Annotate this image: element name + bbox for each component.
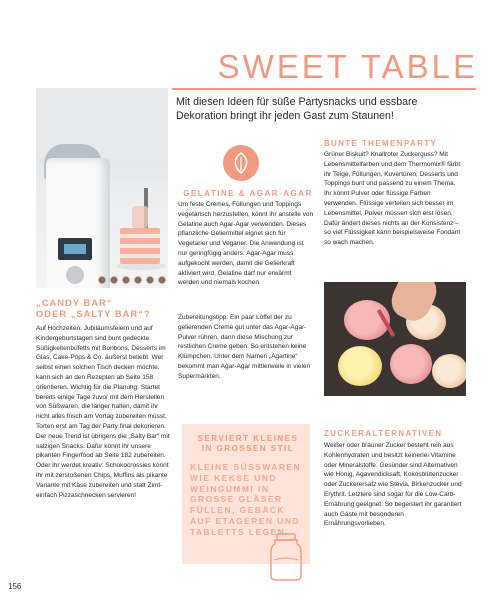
page-number: 156 — [8, 582, 22, 591]
preparation-tip-text: Zubereitungstipp: Ein paar Löffel der zu gelierenden Creme gut unter das Agar-Agar-Pulver rühren, dann diese Mischung zur restlichen Creme geben. So entstehen keine Klümpchen. Unter dem Namen „Agartine“ bekommt man Agar-Agar mittlerweile in vielen Supermärkten. — [178, 314, 311, 380]
gelatine-heading: GELATINE & AGAR-AGAR — [183, 189, 313, 198]
jar-icon — [268, 532, 304, 587]
sugar-alternatives-heading: ZUCKERALTERNATIVEN — [324, 429, 443, 438]
colored-frosting-photo — [324, 282, 466, 396]
theme-party-heading: BUNTE THEMENPARTY — [324, 139, 438, 148]
serving-tip-text: KLEINE SÜSSWAREN WIE KEKSE UND WEINGUMMI IN GROSSE GLÄSER FÜLLEN, GEBÄCK AUF ETAGEREN UND TABLETTS LEGEN. — [190, 462, 302, 537]
candy-bar-heading — [36, 297, 170, 319]
candy-bar-heading-line2: ODER „SALTY BAR“? — [36, 308, 151, 319]
candy-bar-heading-line1: „CANDY BAR“ — [36, 297, 113, 308]
serving-tip-heading — [190, 434, 306, 454]
sugar-alternatives-text: Weißer oder brauner Zucker besteht rein aus Kohlenhydraten und besitzt keinerlei Vitamine oder Mineralstoffe. Gesünder sind Alternativen wie Honig, Agavendicksaft, Kokosblütenzucker oder Zuckerersatz wie Stevia, Birkenzucker und Erythrit. Letztere sind sogar für die Low-Carb-Ernährung geeignet. So begeistert ihr garantiert auch Gäste mit besonderen Ernährungsvorlieben. — [324, 442, 462, 528]
page-subtitle: Mit diesen Ideen für süße Partysnacks und essbare Dekoration bringt ihr jeden Gast zum Staunen! — [176, 96, 418, 122]
thermomix-photo — [36, 88, 168, 288]
gelatine-text: Um feste Cremes, Füllungen und Toppings vegetarisch herzustellen, könnt ihr anstelle von Gelatine auch Agar-Agar verwenden. Dieses pflanzliche Geliermittel eignet sich für Vegetarier und Veganer. Die Anwendung ist nur geringfügig anders: Agar-Agar muss aufgekocht werden, damit die Gelierkraft aktiviert wird, Gelatine darf nur erwärmt werden und niemals kochen. — [178, 201, 314, 287]
title-divider — [172, 88, 476, 90]
theme-party-text: Grüner Biskuit? Knallroter Zuckerguss? Mit Lebensmittelfarben und dem Thermomix® färbt ihr Teige, Füllungen, Kuvertüren, Desserts und Toppings bunt und passend zu einem Thema. Ihr könnt Pulver oder flüssige Farben verwenden. Flüssige verteilen sich besser im Lebensmittel, Pulver müssen sich erst lösen. Dafür ändert dieses nichts an der Konsistenz – so viel Flüssigkeit kann beispielsweise Fondant so wach machen. — [324, 151, 461, 247]
leaf-icon — [223, 145, 259, 181]
candy-bar-text: Auf Hochzeiten, Jubiläumsfeiern und auf Kindergeburtstagen sind bunt gedeckte Süßigkeitenbüfetts mit Bonbons, Desserts im Glas, Cake-Pops & Co. äußerst beliebt. Wer selbst einen solchen Tisch decken möchte, kann sich an den Rezepten ab Seite 158 orientieren. Wichtig für die Planung: Startet bereits einige Tage zuvor mit dem Herstellen von Süßwaren, die länger halten, damit ihr nicht alles frisch am Vortag zubereiten müsst. Torten erst am Tag der Party final dekorieren. Der neue Trend ist übrigens die „Salty Bar“ mit salzigen Snacks. Dafür könnt ihr unsere pikanten Fingerfood ab Seite 182 zubereiten. Oder ihr werdet kreativ: Schokocrossies könnt ihr mit zerstoßenen Chips, Muffins als pikante Variante mit Käse zubereiten und statt Zimt- einfach Pizzaschnecken servieren! — [36, 325, 170, 499]
serving-tip-heading-line1: SERVIERT KLEINES — [197, 434, 299, 443]
serving-tip-heading-line2: IN GROSSEN STIL — [201, 444, 295, 453]
page-title: SWEET TABLE — [217, 48, 478, 85]
